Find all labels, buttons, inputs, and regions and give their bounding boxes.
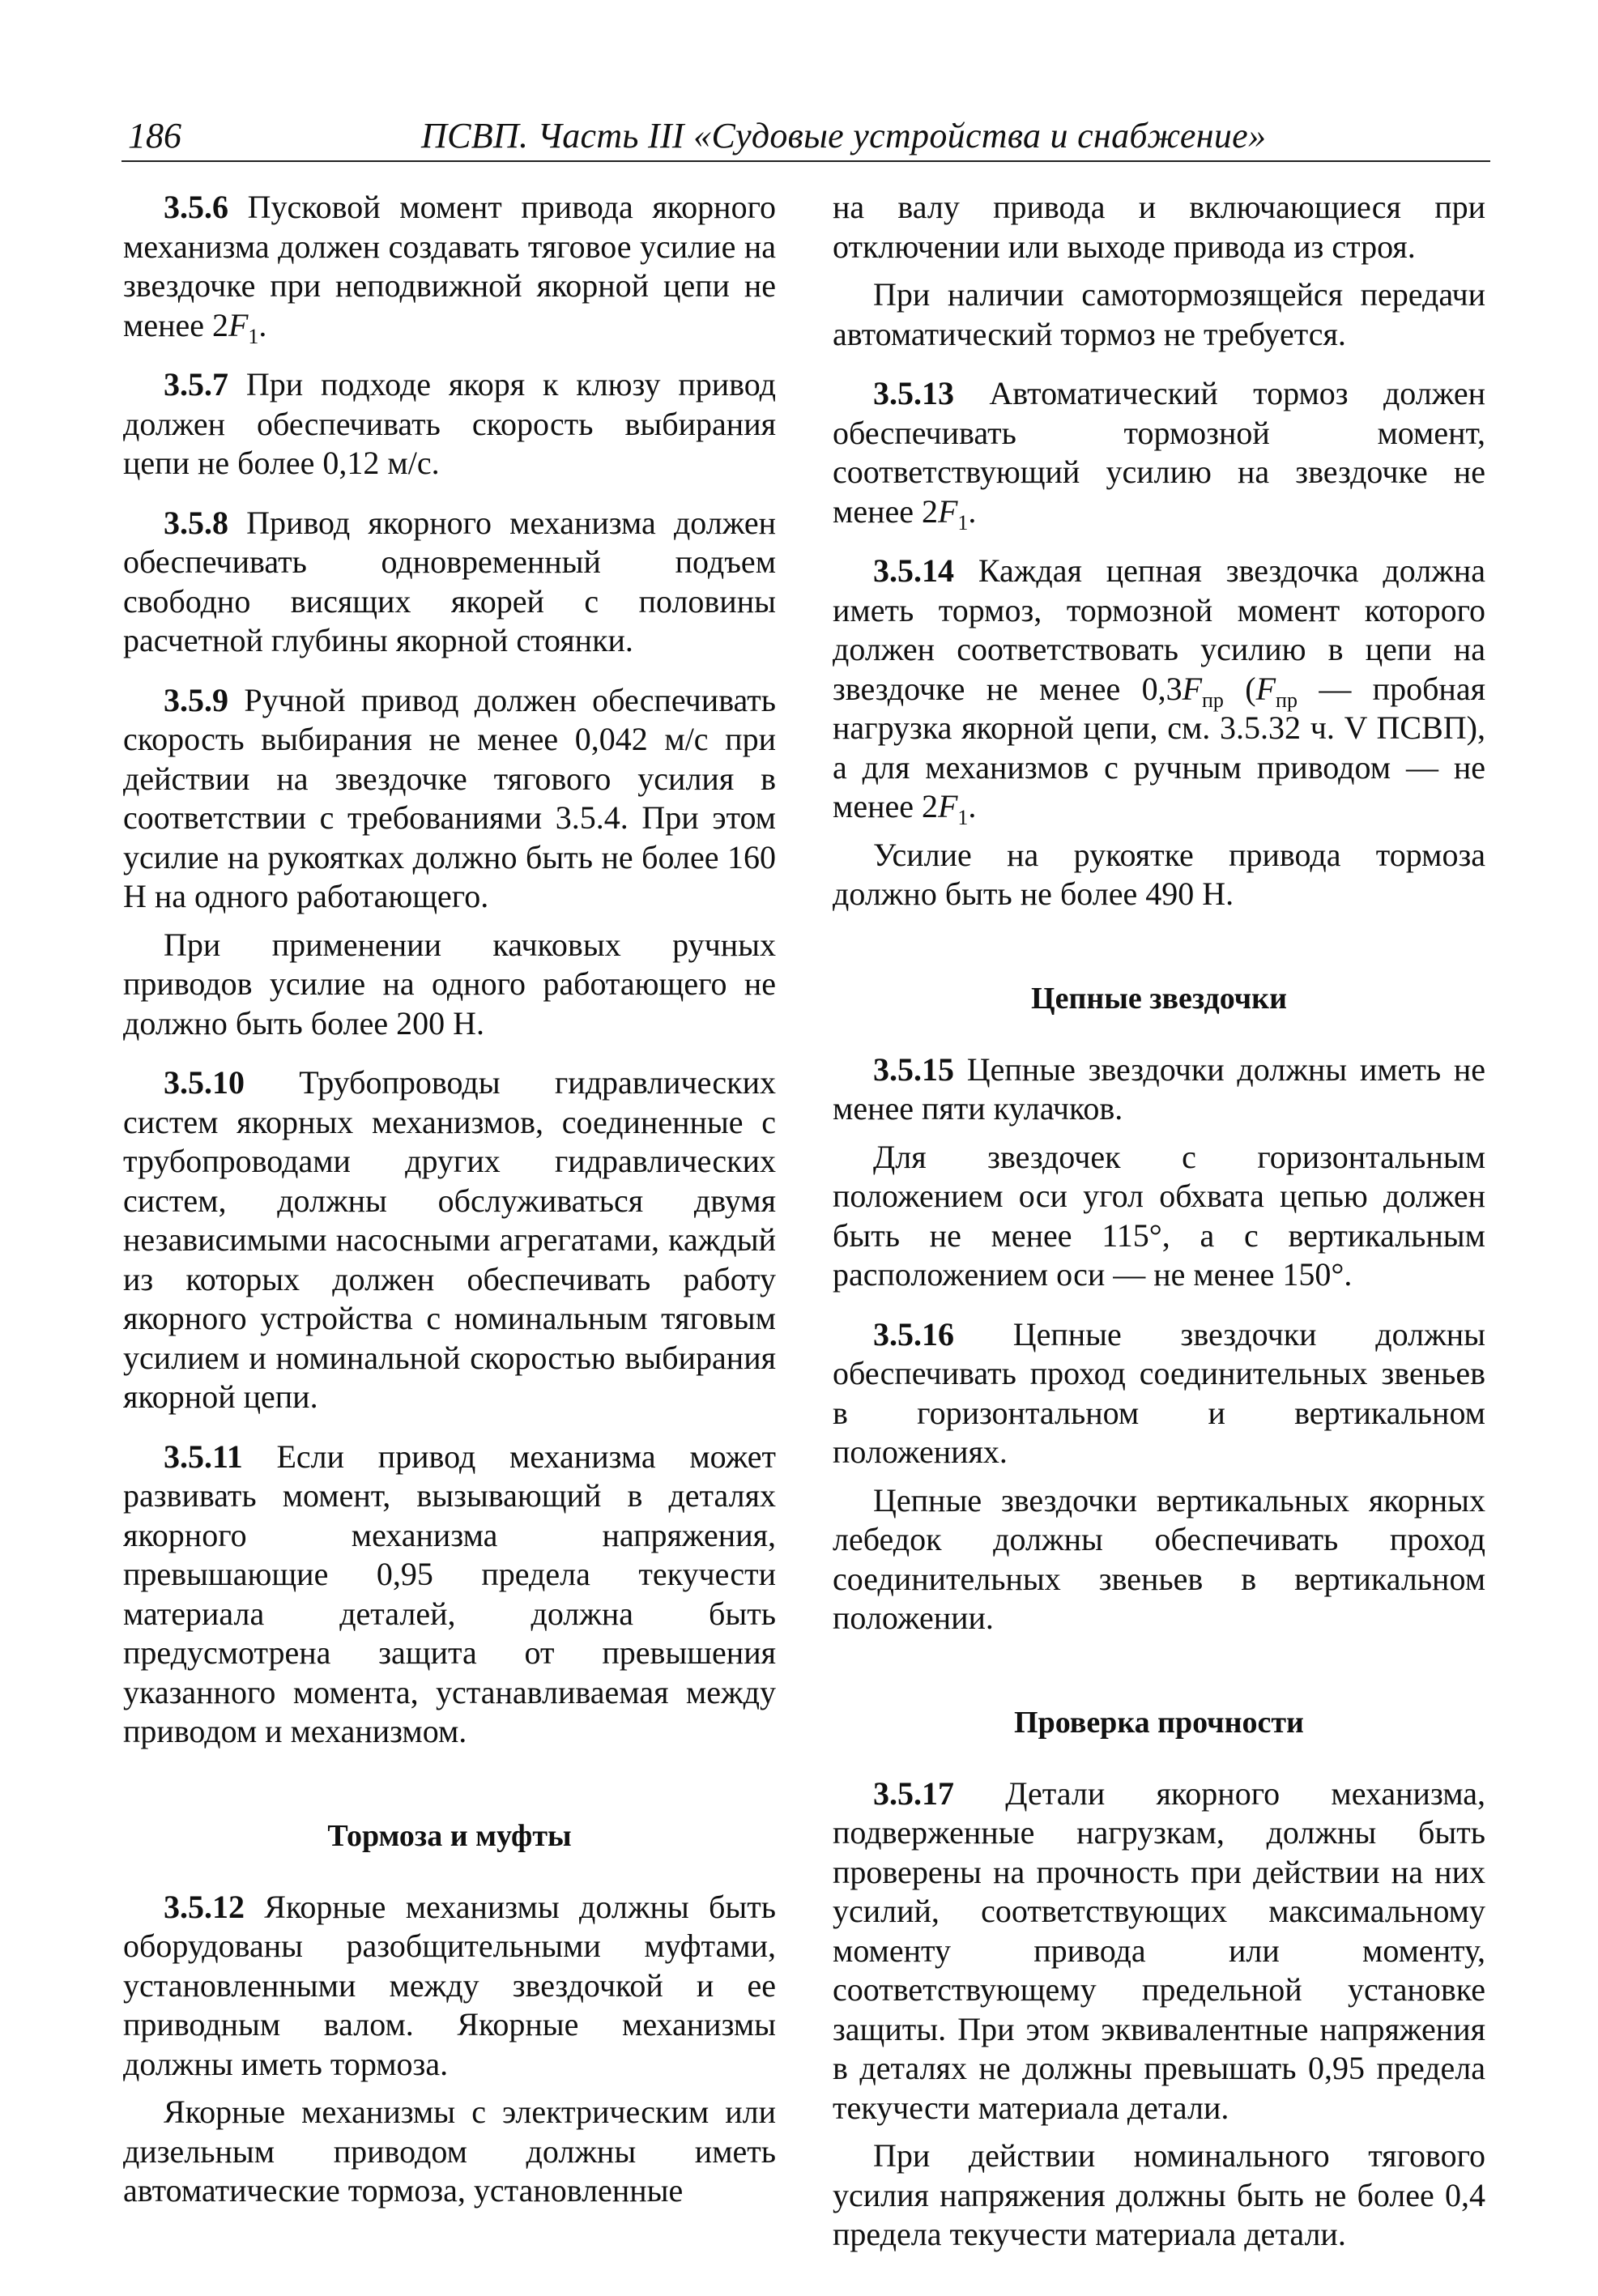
clause-number: 3.5.16 — [873, 1315, 954, 1352]
clause-3-5-7 — [123, 365, 776, 483]
clause-text: Цепные звездочки должны иметь не менее пяти кулачков. — [833, 1050, 1485, 1127]
page-header — [121, 112, 1490, 162]
left-column — [123, 188, 776, 2231]
clause-number: 3.5.13 — [873, 375, 954, 411]
running-title: ПСВП. Часть III «Судовые устройства и снабжение» — [421, 116, 1267, 155]
clause-text: При подходе якоря к клюзу привод должен обеспечивать скорость выбирания цепи не более 0,12 м/с. — [123, 366, 776, 481]
clause-3-5-11 — [123, 1438, 776, 1752]
page-number: 186 — [128, 116, 181, 155]
clause-text: Каждая цепная звездочка должна иметь тормоз, тормозной момент которого должен соответствовать усилию в цепи на звездочке не менее 0,3 — [833, 552, 1485, 707]
clause-3-5-17-continued: При действии номинального тягового усилия напряжения должны быть не более 0,4 предела текучести материала детали. — [833, 2137, 1485, 2252]
clause-3-5-12 — [123, 1888, 776, 2085]
clause-3-5-10 — [123, 1063, 776, 1417]
clause-number: 3.5.17 — [873, 1774, 954, 1812]
section-heading-sprockets: Цепные звездочки — [1031, 981, 1287, 1016]
formula-subscript: пр — [1276, 688, 1298, 712]
clause-3-5-15-continued: Для звездочек с горизонтальным положением оси угол обхвата цепью должен быть не менее 115°, а с вертикальным расположением оси — не менее 150°. — [833, 1138, 1485, 1293]
clause-3-5-12-continued: Якорные механизмы с электрическим или дизельным приводом должны иметь автоматические тормоза, установленные — [123, 2094, 776, 2209]
clause-text: Ручной привод должен обеспечивать скорость выбирания не менее 0,042 м/с при действии на звездочке тягового усилия в соответствии с требованиями 3.5.4. При этом усилие на рукоятках должно быть не более 160 Н на одного работающего. — [123, 681, 776, 914]
clause-text: Цепные звездочки должны обеспечивать проход соединительных звеньев в горизонтальном и вертикальном положениях. — [833, 1315, 1485, 1470]
clause-3-5-13 — [833, 374, 1485, 535]
formula-subscript: 1 — [957, 510, 969, 535]
clause-text: Якорные механизмы должны быть оборудованы разобщительными муфтами, установленными между звездочкой и ее приводным валом. Якорные механизмы должны иметь тормоза. — [123, 1888, 776, 2082]
clause-number: 3.5.8 — [164, 504, 228, 541]
clause-3-5-9 — [123, 681, 776, 917]
clause-3-5-15 — [833, 1050, 1485, 1129]
right-column — [833, 188, 1485, 2275]
clause-text: Пусковой момент привода якорного механизма должен создавать тяговое усилие на звездочке при неподвижной якорной цепи не менее 2 — [123, 189, 776, 343]
clause-text: ( — [1223, 670, 1256, 707]
clause-3-5-9-continued: При применении качковых ручных приводов усилие на одного работающего не должно быть более 200 Н. — [123, 926, 776, 1042]
clause-number: 3.5.7 — [164, 366, 228, 403]
clause-number: 3.5.10 — [164, 1064, 245, 1101]
clause-text: Если привод механизма может развивать момент, вызывающий в деталях якорного механизма напряжения, превышающие 0,95 предела текучести материала деталей, должна быть предусмотрена защита от превышения указанного момента, устанавливаемая между приводом и механизмом. — [123, 1438, 776, 1749]
clause-text: Трубопроводы гидравлических систем якорных механизмов, соединенные с трубопроводами других гидравлических систем, должны обслуживаться двумя независимыми насосными агрегатами, каждый из которых должен обеспечивать работу якорного устройства с номинальным тяговым усилием и номинальной скоростью выбирания якорной цепи. — [123, 1064, 776, 1415]
clause-3-5-12-continued-3: При наличии самотормозящейся передачи автоматический тормоз не требуется. — [833, 276, 1485, 352]
clause-3-5-6 — [123, 188, 776, 348]
clause-text: Автоматический тормоз должен обеспечивать тормозной момент, соответствующий усилию на звездочке не менее 2 — [833, 375, 1485, 530]
section-heading-strength: Проверка прочности — [1014, 1705, 1304, 1740]
clause-text: Привод якорного механизма должен обеспечивать одновременный подъем свободно висящих якорей с половины расчетной глубины якорной стоянки. — [123, 504, 776, 658]
formula-variable: F — [1182, 670, 1203, 707]
formula-subscript: 1 — [248, 324, 259, 348]
clause-number: 3.5.14 — [873, 552, 954, 589]
clause-3-5-14-continued: Усилие на рукоятке привода тормоза должно быть не более 490 Н. — [833, 836, 1485, 912]
clause-3-5-12-continued-2: на валу привода и включающиеся при отключении или выходе привода из строя. — [833, 189, 1485, 265]
clause-text-end: . — [968, 492, 977, 530]
clause-3-5-8 — [123, 504, 776, 661]
clause-3-5-17 — [833, 1774, 1485, 2128]
formula-variable: F — [228, 306, 249, 343]
clause-text: Детали якорного механизма, подверженные нагрузкам, должны быть проверены на прочность при действии на них усилий, соответствующих максимальному моменту привода или моменту, соответствующему предельной установке защиты. При этом эквивалентные напряжения в деталях не должны превышать 0,95 предела текучести материала детали. — [833, 1774, 1485, 2126]
clause-number: 3.5.6 — [164, 189, 228, 225]
clause-number: 3.5.11 — [164, 1438, 243, 1475]
clause-3-5-14 — [833, 552, 1485, 827]
clause-text-end: . — [968, 788, 977, 824]
section-heading-brakes: Тормоза и муфты — [327, 1818, 572, 1853]
clause-number: 3.5.9 — [164, 681, 228, 718]
clause-text-end: . — [258, 306, 267, 343]
formula-subscript: пр — [1202, 688, 1224, 712]
clause-3-5-16-continued: Цепные звездочки вертикальных якорных лебедок должны обеспечивать проход соединительных звеньев в вертикальном положении. — [833, 1481, 1485, 1636]
clause-3-5-16 — [833, 1315, 1485, 1472]
formula-variable: F — [937, 492, 958, 530]
formula-subscript: 1 — [957, 806, 969, 829]
formula-variable: F — [937, 788, 958, 824]
clause-number: 3.5.15 — [873, 1050, 954, 1088]
formula-variable: F — [1255, 670, 1276, 707]
clause-text: — пробная нагрузка якорной цепи, см. 3.5.32 ч. V ПСВП), а для механизмов с ручным приводом — не менее 2 — [833, 670, 1485, 824]
clause-number: 3.5.12 — [164, 1888, 245, 1925]
